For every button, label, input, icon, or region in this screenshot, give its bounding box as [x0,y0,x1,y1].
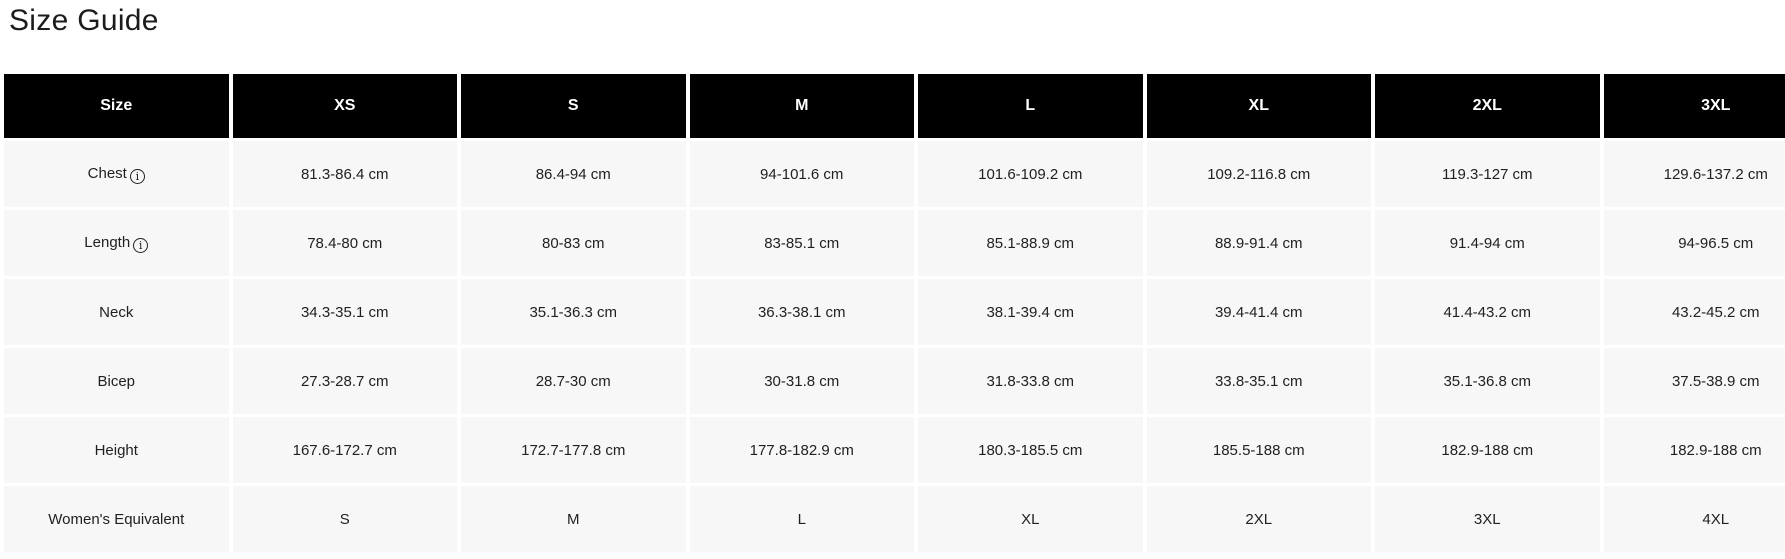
info-icon[interactable] [130,169,145,184]
row-label: Neck [99,303,134,321]
table-header [4,74,1785,138]
value-cell: 180.3-185.5 cm [918,417,1143,483]
value-cell: 36.3-38.1 cm [690,279,915,345]
value-cell: 86.4-94 cm [461,141,686,207]
value-cell: 28.7-30 cm [461,348,686,414]
row-label-cell [4,348,229,414]
header-cell-3xl: 3XL [1604,74,1785,138]
row-label-cell [4,141,229,207]
value-cell: 81.3-86.4 cm [233,141,458,207]
value-cell: 35.1-36.8 cm [1375,348,1600,414]
header-cell-size: Size [4,74,229,138]
table-row [4,486,1785,552]
value-cell: S [233,486,458,552]
value-cell: 88.9-91.4 cm [1147,210,1372,276]
table-row [4,417,1785,483]
value-cell: 94-96.5 cm [1604,210,1785,276]
value-cell: 4XL [1604,486,1785,552]
value-cell: 30-31.8 cm [690,348,915,414]
value-cell: XL [918,486,1143,552]
size-guide-table [0,71,1785,555]
row-label: Women's Equivalent [48,510,185,528]
value-cell: 109.2-116.8 cm [1147,141,1372,207]
value-cell: 101.6-109.2 cm [918,141,1143,207]
value-cell: 37.5-38.9 cm [1604,348,1785,414]
row-label: Chest [87,164,127,182]
header-cell-2xl: 2XL [1375,74,1600,138]
table-row [4,348,1785,414]
value-cell: 27.3-28.7 cm [233,348,458,414]
value-cell: 35.1-36.3 cm [461,279,686,345]
value-cell: 2XL [1147,486,1372,552]
header-cell-m: M [690,74,915,138]
value-cell: 167.6-172.7 cm [233,417,458,483]
row-label: Bicep [97,372,136,390]
value-cell: 182.9-188 cm [1604,417,1785,483]
table-body [4,141,1785,552]
row-label-cell [4,210,229,276]
table-row [4,141,1785,207]
header-cell-xl: XL [1147,74,1372,138]
row-label: Length [84,233,131,251]
header-cell-l: L [918,74,1143,138]
value-cell: 119.3-127 cm [1375,141,1600,207]
value-cell: 177.8-182.9 cm [690,417,915,483]
table-row [4,279,1785,345]
value-cell: 38.1-39.4 cm [918,279,1143,345]
header-cell-s: S [461,74,686,138]
value-cell: 185.5-188 cm [1147,417,1372,483]
value-cell: 182.9-188 cm [1375,417,1600,483]
value-cell: 172.7-177.8 cm [461,417,686,483]
value-cell: 39.4-41.4 cm [1147,279,1372,345]
page-title: Size Guide [9,4,159,37]
value-cell: 80-83 cm [461,210,686,276]
value-cell: L [690,486,915,552]
value-cell: 41.4-43.2 cm [1375,279,1600,345]
value-cell: 3XL [1375,486,1600,552]
row-label-cell [4,486,229,552]
row-label-cell [4,279,229,345]
value-cell: 129.6-137.2 cm [1604,141,1785,207]
size-guide-table-wrapper [0,71,1785,555]
value-cell: 94-101.6 cm [690,141,915,207]
info-icon[interactable] [133,238,148,253]
value-cell: 91.4-94 cm [1375,210,1600,276]
value-cell: 85.1-88.9 cm [918,210,1143,276]
table-row [4,210,1785,276]
value-cell: M [461,486,686,552]
value-cell: 31.8-33.8 cm [918,348,1143,414]
value-cell: 34.3-35.1 cm [233,279,458,345]
value-cell: 33.8-35.1 cm [1147,348,1372,414]
value-cell: 78.4-80 cm [233,210,458,276]
header-row [4,74,1785,138]
value-cell: 83-85.1 cm [690,210,915,276]
row-label-cell [4,417,229,483]
value-cell: 43.2-45.2 cm [1604,279,1785,345]
header-cell-xs: XS [233,74,458,138]
row-label: Height [94,441,138,459]
